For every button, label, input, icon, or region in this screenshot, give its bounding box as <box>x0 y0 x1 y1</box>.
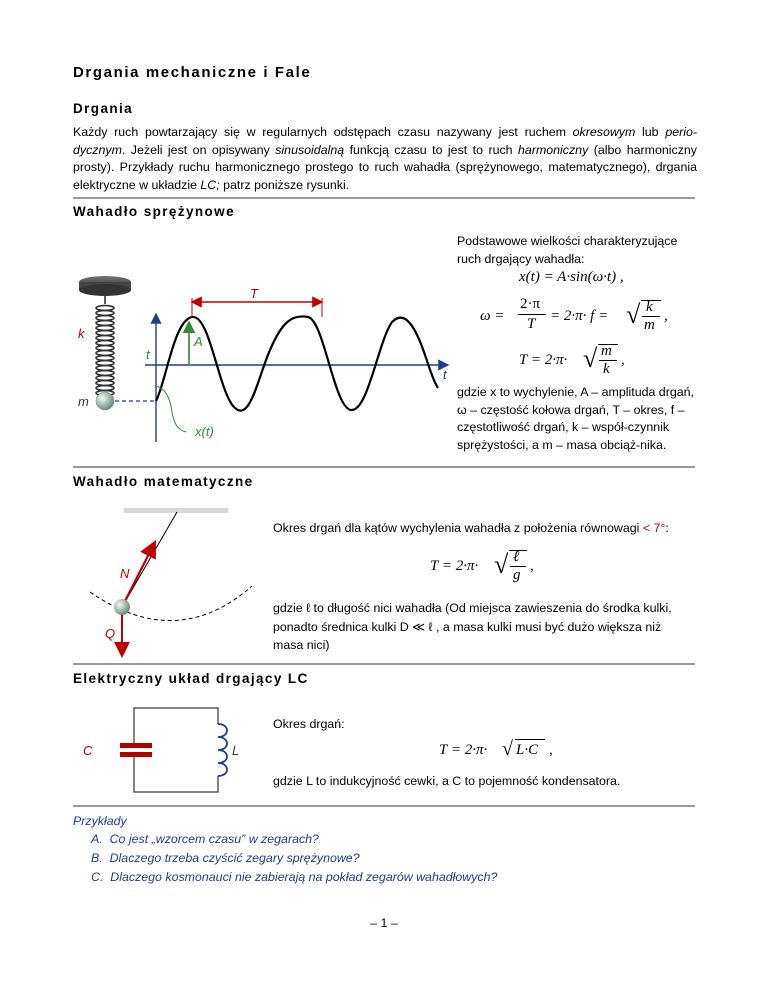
label-T: T <box>250 286 258 301</box>
lc-period-lhs: T = 2·π· <box>439 742 488 758</box>
text-run: LC; <box>200 177 220 192</box>
equation-lc-period <box>439 736 569 766</box>
text-run: Każdy ruch powtarzający się w regularnych odstępach czasu nazywany jest ruchem <box>73 125 573 139</box>
spring-description: gdzie x to wychylenie, A – amplituda drgań, ω – częstość kołowa drgań, T – okres, f – częstotliwość drgań, k – współ-czynnik sprężystości, a m – masa obciąż-nika. <box>457 385 694 452</box>
intro-paragraph <box>73 124 697 194</box>
math-root-sign: √ <box>494 550 509 579</box>
lc-intro: Okres drgań: <box>273 717 345 731</box>
lc-circuit-figure <box>80 700 260 800</box>
section-divider <box>73 663 695 665</box>
omega-frac-den: T <box>527 316 536 332</box>
text-run: funkcją czasu to jest to ruch <box>344 142 519 157</box>
example-text: Dlaczego kosmonauci nie zabierają na pokład zegarów wahadłowych? <box>110 870 498 884</box>
text-run: : <box>665 521 669 535</box>
math-intro <box>273 520 713 538</box>
lc-root-bar <box>515 739 545 740</box>
text-run: lub <box>635 125 666 139</box>
example-item-b <box>91 851 360 865</box>
math-period-lhs: T = 2·π· <box>430 558 479 574</box>
text-run: Okres drgań dla kątów wychylenia wahadła z położenia równowagi <box>273 521 643 535</box>
text-run: . Jeżeli jest on opisywany <box>121 142 276 157</box>
text-run: okresowym <box>572 125 636 139</box>
period-root-sign: √ <box>583 344 598 373</box>
equation-period <box>519 340 699 382</box>
math-desc-line3: masa nici) <box>273 638 330 652</box>
capacitor-plate-top <box>120 743 152 748</box>
period-comma: , <box>621 352 625 368</box>
pendulum-bob <box>114 599 130 615</box>
math-root-den: g <box>513 567 521 583</box>
swing-arc <box>90 586 252 621</box>
section-divider <box>73 805 695 807</box>
equation-x-t: x(t) = A·sin(ω·t) , <box>519 269 624 285</box>
period-root-den: k <box>603 361 610 377</box>
omega-frac-num: 2·π <box>520 296 541 312</box>
capacitor-plate-bottom <box>120 752 152 757</box>
omega-comma: , <box>664 308 668 324</box>
math-desc-line1: gdzie ℓ to długość nici wahadła (Od miejsca zawieszenia do środka kulki, <box>273 601 672 615</box>
omega-frac-line <box>518 314 546 315</box>
page-title: Drgania mechaniczne i Fale <box>73 64 312 81</box>
lc-root-sign: √ <box>502 738 513 760</box>
label-k: k <box>78 326 85 341</box>
text-run: sinusoidalną <box>275 142 345 157</box>
example-label: B. <box>91 851 103 865</box>
example-text: Co jest „wzorcem czasu” w zegarach? <box>109 832 319 846</box>
example-item-c <box>91 870 497 884</box>
angle-limit: < 7° <box>642 521 666 535</box>
omega-mid: = 2·π· f = <box>550 308 609 324</box>
text-run: perio-dycznym <box>73 125 697 157</box>
math-comma: , <box>530 558 534 574</box>
equation-omega <box>480 296 720 338</box>
section-heading-spring: Wahadło sprężynowe <box>73 204 235 219</box>
section-heading-drgania: Drgania <box>73 101 134 116</box>
text-run: (albo harmoniczny prosty). Przykłady ruchu harmonicznego prostego to ruch wahadła (sprężynowego, matematycznego), drgania elektryczne w układzie <box>73 142 697 192</box>
section-divider <box>73 466 695 468</box>
label-Q: Q <box>105 626 116 641</box>
label-A: A <box>194 334 203 349</box>
page-number: – 1 – <box>370 916 398 930</box>
label-t2: t <box>443 367 447 382</box>
section-divider <box>73 197 695 199</box>
example-label: C. <box>91 870 104 884</box>
spring-coils <box>96 296 114 395</box>
period-lhs: T = 2·π· <box>519 352 568 368</box>
omega-root-sign: √ <box>626 300 641 329</box>
equation-math-period <box>430 546 560 588</box>
omega-lhs: ω = <box>480 308 505 324</box>
example-text: Dlaczego trzeba czyścić zegary sprężynowe? <box>109 851 360 865</box>
x-pointer-curve <box>156 386 186 432</box>
examples-title: Przykłady <box>73 814 127 828</box>
ceiling-bar <box>124 508 228 513</box>
section-heading-math-pendulum: Wahadło matematyczne <box>73 474 254 489</box>
sine-wave <box>156 316 438 410</box>
math-pendulum-figure <box>80 500 260 670</box>
section-heading-lc: Elektryczny układ drgający LC <box>73 671 309 686</box>
label-x: x(t) <box>195 424 214 439</box>
lc-comma: , <box>549 742 553 758</box>
text-run: patrz poniższe rysunki. <box>219 177 350 192</box>
label-m: m <box>78 394 89 409</box>
example-label: A. <box>91 832 103 846</box>
lc-root-val: L·C <box>516 742 539 758</box>
label-L: L <box>232 743 240 758</box>
text-run: harmoniczny <box>518 142 589 157</box>
mass-ball <box>96 392 114 410</box>
example-item-a <box>91 832 319 846</box>
math-desc-line2: ponadto średnica kulki D ≪ ℓ , a masa kulki musi być dużo większa niż <box>273 620 662 634</box>
math-root-num: ℓ <box>513 549 520 565</box>
label-C: C <box>83 743 93 758</box>
omega-root-den: m <box>644 317 655 333</box>
mount-disc-bottom <box>79 284 131 296</box>
period-root-num: m <box>601 343 612 359</box>
omega-root-num: k <box>646 299 653 315</box>
spring-intro: Podstawowe wielkości charakteryzujące ruch drgający wahadła: <box>457 234 678 266</box>
label-N: N <box>120 566 130 581</box>
label-t1: t <box>146 347 150 362</box>
lc-description: gdzie L to indukcyjność cewki, a C to pojemność kondensatora. <box>273 774 621 788</box>
spring-pendulum-figure <box>60 262 455 442</box>
